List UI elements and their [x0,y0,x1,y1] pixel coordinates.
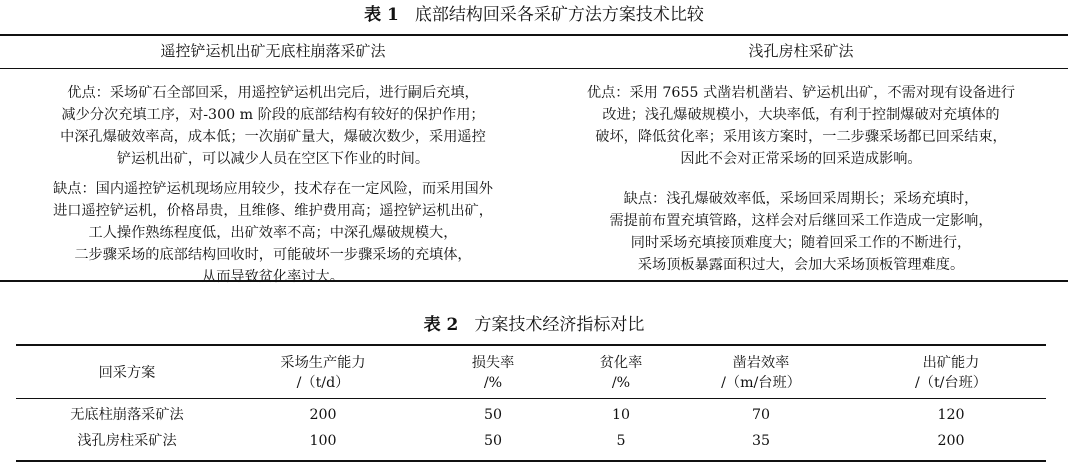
header-unit: /（t/台班） [914,375,987,391]
table2-row2-mucking: 200 [937,433,965,449]
header-unit: /（m/台班） [721,375,801,391]
table2-header-drilling [676,353,846,393]
table2-header-capacity [238,353,408,393]
table2-caption-number: 表 2 [423,315,459,335]
table2-row2-loss: 50 [483,433,503,449]
table2-row1-mucking: 120 [937,407,965,423]
header-unit: /% [483,375,503,391]
table1-caption-number: 表 1 [364,5,399,25]
table2-row1-scheme: 无底柱崩落采矿法 [70,407,184,423]
header-unit: /% [611,375,631,391]
table2-caption [0,314,1068,336]
table2-row2-drilling: 35 [751,433,771,449]
table1-header-rule [0,68,1068,69]
table1-top-rule [0,34,1068,36]
table1-col2-disadvantages: 缺点：浅孔爆破效率低，采场回采周期长；采场充填时， 需提前布置充填管路，这样会对后继回采工作造成一定影响， 同时采场充填接顶难度大；随着回采工作的不断进行， 采场顶板暴露面积过大，会加大采场顶板管理难度。 [609,191,993,273]
table2-row1-capacity: 200 [309,407,337,423]
table2-header-rule [16,398,1046,399]
table1-col1-disadvantages: 缺点：国内遥控铲运机现场应用较少，技术存在一定风险，而采用国外 进口遥控铲运机，价格昂贵，且维修、维护费用高；遥控铲运机出矿， 工人操作熟练程度低，出矿效率不高；中深孔爆破规模大， 二步骤采场的底部结构回收时，可能破坏一步骤采场的充填体， 从而导致贫化率过大。 [53,181,493,285]
table2-row2-dilution: 5 [616,433,626,449]
table2-caption-text: 方案技术经济指标对比 [474,315,645,335]
table2-row2-scheme: 浅孔房柱采矿法 [77,433,177,449]
table1-caption [0,4,1068,26]
header-unit: /（t/d） [296,375,350,391]
table1-col1-advantages: 优点：采场矿石全部回采，用遥控铲运机出完后，进行嗣后充填， 减少分次充填工序，对-300 m 阶段的底部结构有较好的保护作用； 中深孔爆破效率高，成本低；一次崩矿量大，爆破次数少，采用遥控 铲运机出矿，可以减少人员在空区下作业的时间。 [60,85,486,167]
header-line: 出矿能力 [922,355,980,371]
table1-caption-text: 底部结构回采各采矿方法方案技术比较 [414,5,704,25]
table2-row2-capacity: 100 [309,433,337,449]
header-line: 贫化率 [599,355,643,371]
table1-header-col1: 遥控铲运机出矿无底柱崩落采矿法 [160,42,386,60]
table1 [0,34,1068,285]
table2-header-mucking [856,353,1046,393]
table2-header-scheme [16,353,238,393]
table2-row1-dilution: 10 [611,407,631,423]
table2 [16,344,1046,462]
table2-row1-drilling: 70 [751,407,771,423]
table2-row1-loss: 50 [483,407,503,423]
table2-top-rule [16,344,1046,346]
table1-header-col2: 浅孔房柱采矿法 [748,42,854,60]
table1-col2-advantages: 优点：采用 7655 式凿岩机凿岩、铲运机出矿，不需对现有设备进行 改进；浅孔爆破规模小，大块率低，有利于控制爆破对充填体的 破坏，降低贫化率；采用该方案时，一二步骤采场都已回采结束， 因此不会对正常采场的回采造成影响。 [586,85,1016,167]
header-line: 回采方案 [98,365,156,381]
header-line: 凿岩效率 [732,355,790,371]
table2-bottom-rule [16,460,1046,462]
header-line: 损失率 [471,355,515,371]
header-line: 采场生产能力 [280,355,366,371]
